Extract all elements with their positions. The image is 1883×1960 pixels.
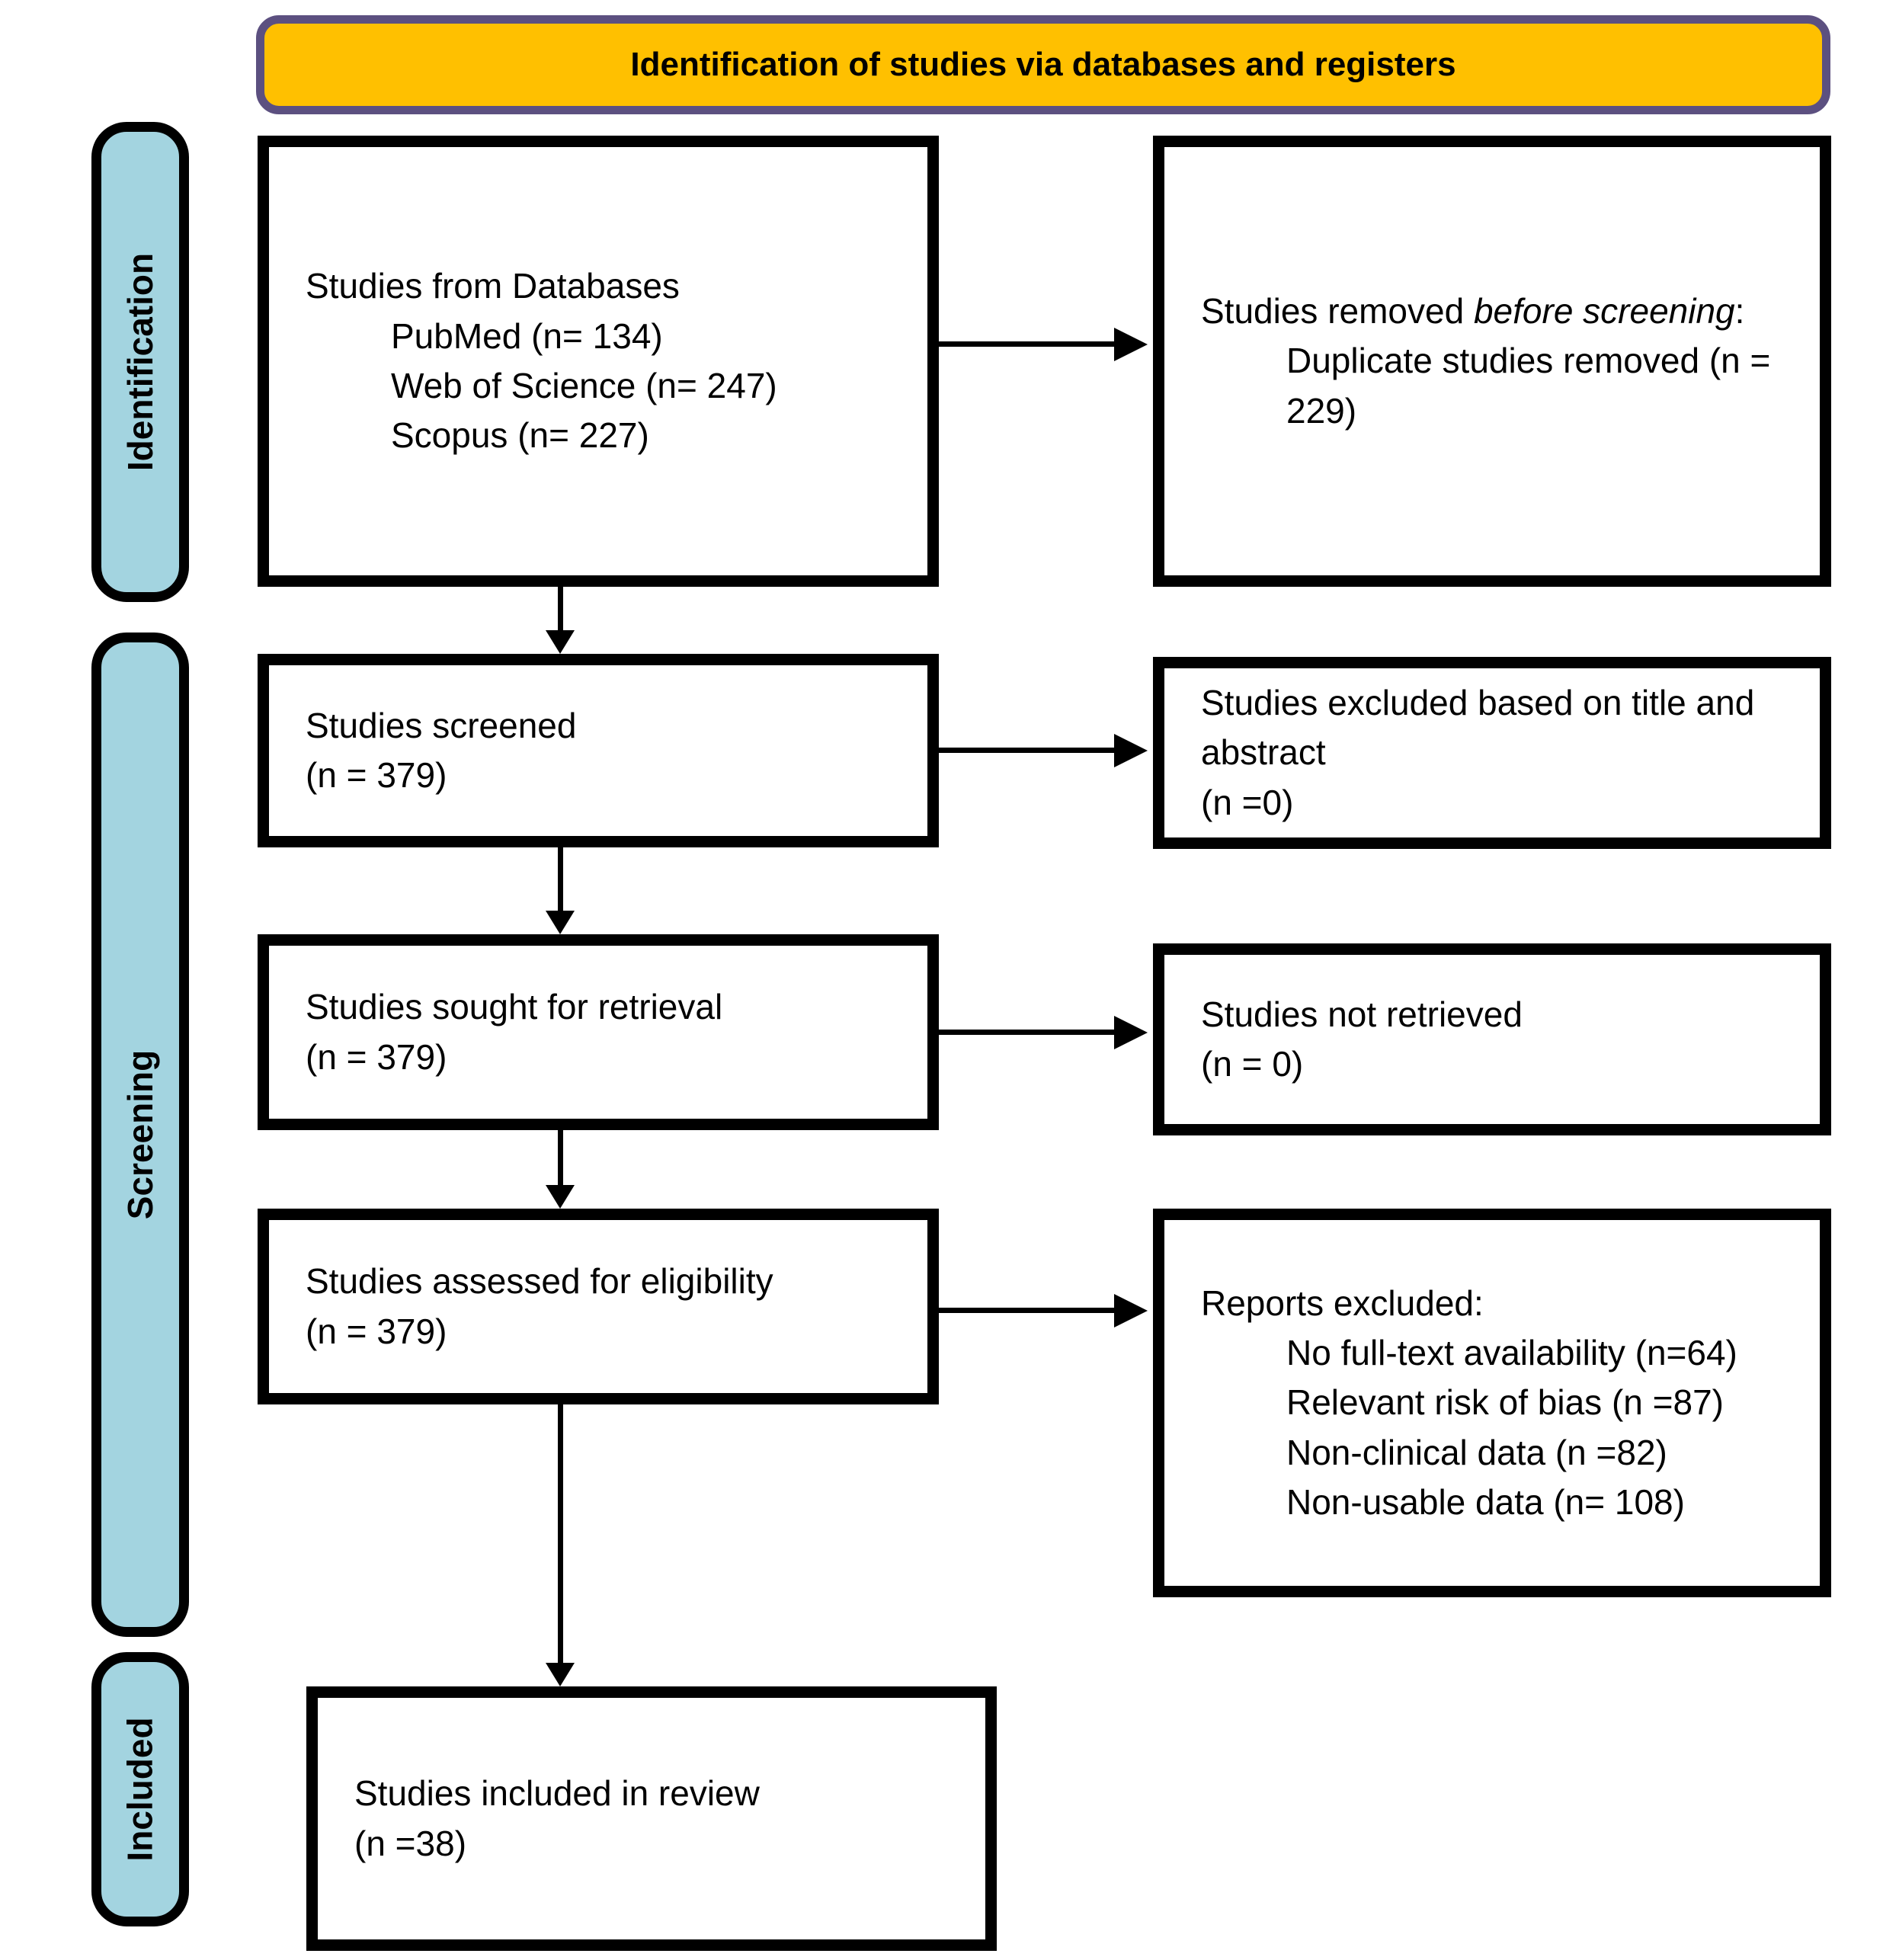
box-studies-removed-before-screening <box>1153 136 1831 587</box>
sought-count: (n = 379) <box>306 1036 447 1077</box>
box-studies-screened <box>258 654 939 847</box>
box-studies-sought-for-retrieval <box>258 934 939 1130</box>
box-reports-excluded <box>1153 1209 1831 1597</box>
stage-included-label: Included <box>120 1717 160 1862</box>
screened-count: (n = 379) <box>306 755 447 795</box>
reports-excluded-title: Reports excluded: <box>1201 1283 1484 1323</box>
arrow-right-head-icon <box>1114 328 1148 361</box>
box-studies-included-in-review <box>306 1686 997 1951</box>
arrow-line <box>939 1030 1116 1035</box>
arrow-down-head-icon <box>546 630 575 654</box>
databases-item-pubmed: PubMed (n= 134) <box>391 315 663 356</box>
box-studies-from-databases <box>258 136 939 587</box>
arrow-right-head-icon <box>1114 1016 1148 1049</box>
removed-title-italic: before screening <box>1473 291 1735 331</box>
stage-included <box>91 1652 189 1926</box>
excluded-title-abstract-title: Studies excluded based on title and abstract <box>1201 683 1755 773</box>
banner <box>256 15 1830 114</box>
arrow-line <box>939 748 1116 753</box>
box-studies-not-retrieved <box>1153 943 1831 1135</box>
arrow-line <box>558 847 563 911</box>
assessed-count: (n = 379) <box>306 1311 447 1351</box>
removed-item-duplicates: Duplicate studies removed (n = 229) <box>1286 341 1771 431</box>
arrow-right-head-icon <box>1114 734 1148 767</box>
assessed-title: Studies assessed for eligibility <box>306 1261 773 1302</box>
arrow-line <box>558 587 563 631</box>
stage-screening-label: Screening <box>120 1049 161 1220</box>
banner-title: Identification of studies via databases and registers <box>630 46 1456 83</box>
box-studies-assessed-for-eligibility <box>258 1209 939 1404</box>
not-retrieved-title: Studies not retrieved <box>1201 994 1523 1034</box>
sought-title: Studies sought for retrieval <box>306 987 723 1027</box>
stage-identification <box>91 122 189 602</box>
databases-title: Studies from Databases <box>306 266 680 306</box>
reports-excluded-item-non-clinical: Non-clinical data (n =82) <box>1286 1432 1667 1472</box>
databases-item-scopus: Scopus (n= 227) <box>391 415 649 456</box>
reports-excluded-item-non-usable: Non-usable data (n= 108) <box>1286 1481 1685 1522</box>
arrow-right-head-icon <box>1114 1294 1148 1327</box>
arrow-down-head-icon <box>546 1185 575 1209</box>
reports-excluded-item-risk-of-bias: Relevant risk of bias (n =87) <box>1286 1382 1724 1423</box>
removed-title <box>1201 287 1797 336</box>
arrow-down-head-icon <box>546 911 575 934</box>
databases-item-web-of-science: Web of Science (n= 247) <box>391 366 777 405</box>
removed-title-prefix: Studies removed <box>1201 291 1474 331</box>
excluded-title-abstract-count: (n =0) <box>1201 782 1294 822</box>
arrow-line <box>558 1130 563 1186</box>
not-retrieved-count: (n = 0) <box>1201 1044 1304 1084</box>
box-studies-excluded-title-abstract <box>1153 657 1831 849</box>
included-review-count: (n =38) <box>354 1823 467 1863</box>
arrow-down-head-icon <box>546 1663 575 1686</box>
arrow-line <box>939 1308 1116 1313</box>
reports-excluded-item-full-text: No full-text availability (n=64) <box>1286 1333 1737 1373</box>
stage-identification-label: Identification <box>120 252 161 472</box>
included-review-title: Studies included in review <box>354 1773 760 1814</box>
screened-title: Studies screened <box>306 705 577 745</box>
stage-screening <box>91 633 189 1637</box>
arrow-line <box>939 341 1116 347</box>
arrow-line <box>558 1404 563 1664</box>
removed-title-suffix: : <box>1734 291 1745 331</box>
